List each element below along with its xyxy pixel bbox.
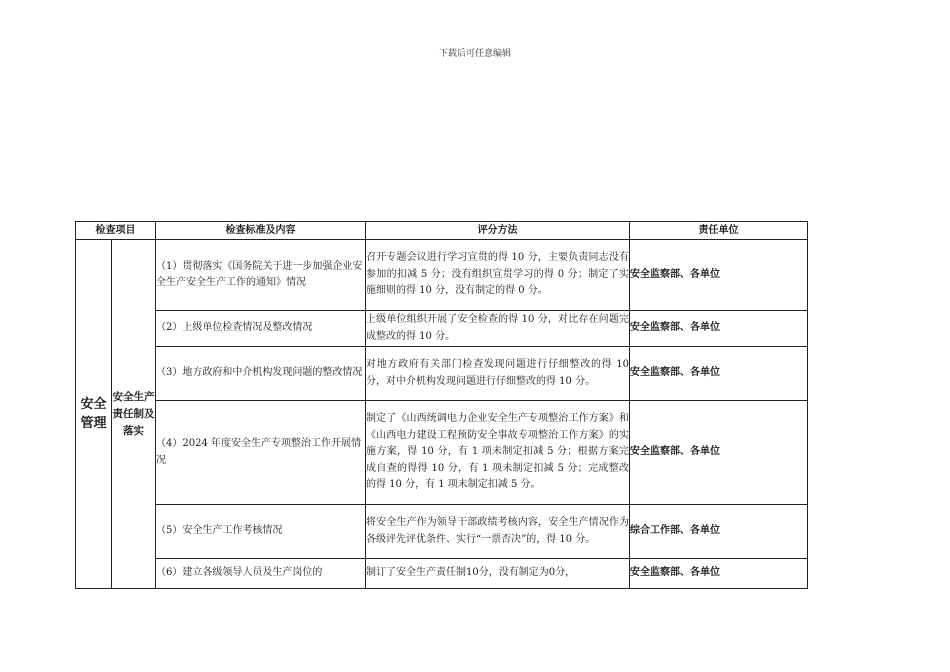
unit-cell: 安全监察部、各单位 [630, 559, 808, 589]
unit-cell: 安全监察部、各单位 [630, 240, 808, 311]
scoring-cell: 制订了安全生产责任制10分，没有制定为0分， [366, 559, 630, 589]
standard-cell: （3）地方政府和中介机构发现问题的整改情况 [156, 347, 366, 401]
header-check-item: 检查项目 [76, 222, 156, 240]
standard-cell: （1）贯彻落实《国务院关于进一步加强企业安全生产安全生产工作的通知》情况 [156, 240, 366, 311]
standard-cell: （2）上级单位检查情况及整改情况 [156, 311, 366, 347]
header-unit: 责任单位 [630, 222, 808, 240]
standard-cell: （6）建立各级领导人员及生产岗位的 [156, 559, 366, 589]
subcategory-cell: 安全生产责任制及落实 [112, 240, 156, 589]
unit-cell: 综合工作部、各单位 [630, 505, 808, 559]
scoring-cell: 上级单位组织开展了安全检查的得 10 分，对比存在问题完成整改的得 10 分。 [366, 311, 630, 347]
unit-cell: 安全监察部、各单位 [630, 401, 808, 505]
standard-cell: （5）安全生产工作考核情况 [156, 505, 366, 559]
scoring-cell: 召开专题会议进行学习宣贯的得 10 分，主要负责同志没有参加的扣减 5 分；没有组织宣贯学习的得 0 分；制定了实施细则的得 10 分，没有制定的得 0 分。 [366, 240, 630, 311]
unit-cell: 安全监察部、各单位 [630, 347, 808, 401]
table-row [76, 505, 808, 559]
table-row [76, 240, 808, 311]
category-cell: 安全管理 [76, 240, 112, 589]
scoring-cell: 将安全生产作为领导干部政绩考核内容，安全生产情况作为各级评先评优条件、实行“一票否决”的，得 10 分。 [366, 505, 630, 559]
scoring-cell: 对地方政府有关部门检查发现问题进行仔细整改的得 10 分，对中介机构发现问题进行仔细整改的得 10 分。 [366, 347, 630, 401]
table-row [76, 347, 808, 401]
header-standard: 检查标准及内容 [156, 222, 366, 240]
header-scoring: 评分方法 [366, 222, 630, 240]
standard-cell: （4）2024 年度安全生产专项整治工作开展情况 [156, 401, 366, 505]
table-row [76, 559, 808, 589]
inspection-table [75, 221, 808, 589]
table-header-row [76, 222, 808, 240]
table-row [76, 311, 808, 347]
header-note: 下载后可任意编辑 [438, 49, 511, 59]
scoring-cell: 制定了《山西统调电力企业安全生产专项整治工作方案》和《山西电力建设工程预防安全事故专项整治工作方案》的实施方案，得 10 分，有 1 项未制定扣减 5 分；根据方案完成自查的得得 10 分，有 1 项未制定扣减 5 分；完成整改的得 10 分，有 1 项未制定扣减 5 分。 [366, 401, 630, 505]
table-row [76, 401, 808, 505]
unit-cell: 安全监察部、各单位 [630, 311, 808, 347]
